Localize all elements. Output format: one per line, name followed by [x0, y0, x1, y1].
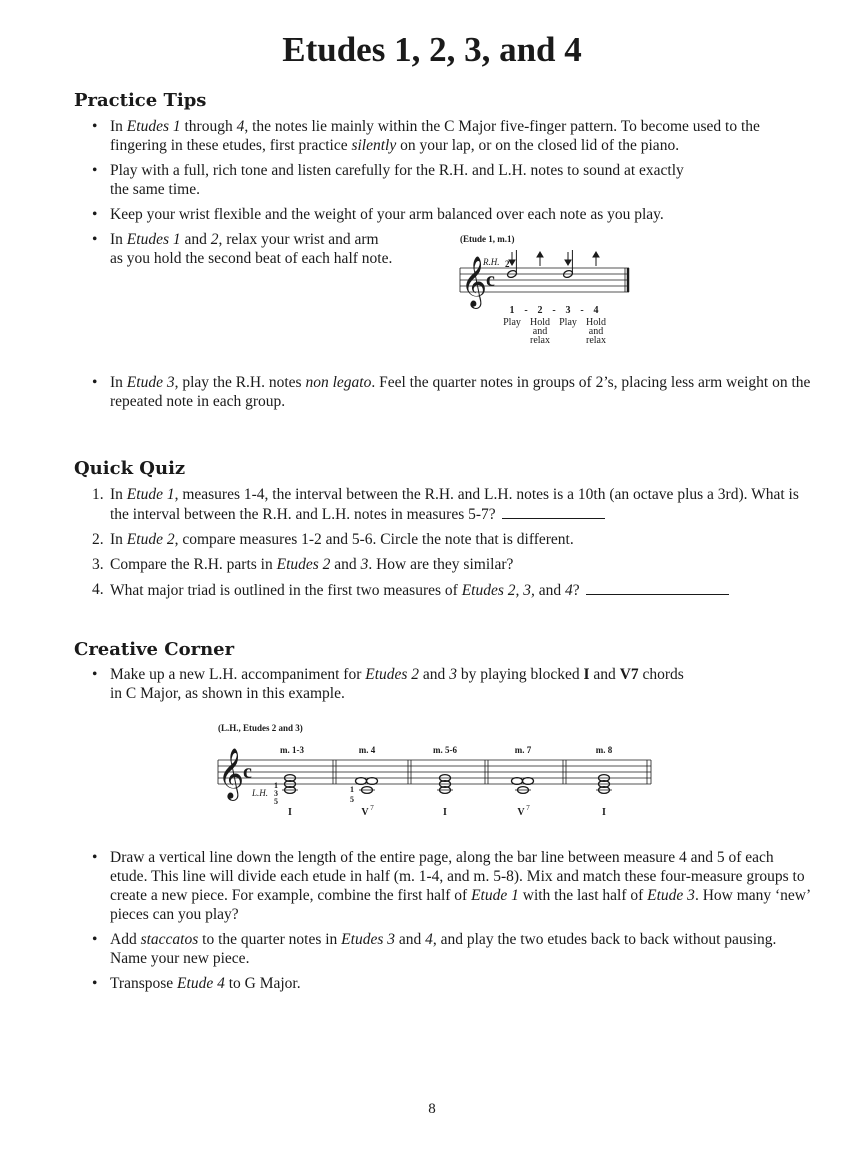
svg-text:1: 1 — [274, 781, 278, 790]
svg-text:V: V — [517, 807, 525, 818]
example1-finger: 2 — [505, 259, 510, 269]
svg-text:2: 2 — [537, 305, 543, 316]
svg-text:1: 1 — [509, 305, 515, 316]
svg-text:3: 3 — [274, 789, 278, 798]
svg-text:and: and — [532, 326, 548, 337]
svg-text:7: 7 — [526, 804, 530, 812]
practice-tip-1: • In Etudes 1 through 4, the notes lie mainly within the C Major five-finger pattern. To become used to the fingering in these etudes, first practice silently on your lap, or on the closed lid of the piano. — [74, 117, 814, 155]
svg-text:m. 1-3: m. 1-3 — [280, 745, 304, 755]
arrow-down-icon — [565, 260, 571, 265]
creative-corner-heading: Creative Corner — [74, 639, 235, 660]
svg-text:V: V — [361, 807, 369, 818]
arrow-up-icon — [537, 252, 543, 257]
example1-hand: R.H. — [483, 257, 500, 267]
svg-text:-: - — [524, 305, 528, 316]
svg-text:relax: relax — [586, 335, 606, 346]
example2-hand: L.H. — [252, 788, 269, 798]
common-time-icon: c — [486, 269, 495, 291]
practice-tips-heading: Practice Tips — [74, 90, 207, 111]
lh-chords-example-notation — [212, 718, 662, 824]
page-number: 8 — [428, 1101, 436, 1117]
practice-tip-2: • Play with a full, rich tone and listen carefully for the R.H. and L.H. notes to sound at exactly the same time. — [74, 161, 814, 199]
quiz-item-3: 3. Compare the R.H. parts in Etudes 2 and 3. How are they similar? — [92, 556, 514, 573]
creative-corner-list — [74, 848, 814, 999]
svg-text:relax: relax — [530, 335, 550, 346]
quick-quiz-list — [74, 485, 814, 606]
svg-text:m. 7: m. 7 — [514, 745, 532, 755]
chord-v7-whole-notes — [512, 778, 534, 794]
svg-text:m. 4: m. 4 — [358, 745, 376, 755]
creative-corner-intro — [74, 665, 814, 709]
quick-quiz-heading: Quick Quiz — [74, 458, 186, 479]
arrow-up-icon — [593, 252, 599, 257]
svg-text:Hold: Hold — [586, 317, 606, 328]
example2-caption: (L.H., Etudes 2 and 3) — [218, 723, 303, 733]
svg-text:1: 1 — [350, 785, 354, 794]
treble-clef-icon: 𝄞 — [218, 749, 245, 798]
example1-caption: (Etude 1, m.1) — [460, 234, 515, 244]
svg-text:Play: Play — [503, 317, 521, 328]
practice-tips-list — [74, 117, 814, 274]
quiz-item-1: 1. In Etude 1, measures 1-4, the interval between the R.H. and L.H. notes is a 10th (an octave plus a 3rd). What is the interval between the R.H. and L.H. notes in measures 5-7? — [92, 486, 799, 523]
practice-tip-4: • In Etudes 1 and 2, relax your wrist and arm as you hold the second beat of each half note. — [74, 230, 814, 268]
answer-blank[interactable] — [586, 580, 729, 595]
quiz-item-4: 4. What major triad is outlined in the first two measures of Etudes 2, 3, and 4? — [74, 580, 814, 600]
creative-item-intro: • Make up a new L.H. accompaniment for Etudes 2 and 3 by playing blocked I and V7 chords in C Major, as shown in this example. — [74, 665, 814, 703]
creative-item-3: • Transpose Etude 4 to G Major. — [74, 974, 814, 993]
example2-chord-symbols — [288, 804, 606, 818]
chord-v7-whole-notes — [356, 778, 378, 794]
svg-text:I: I — [443, 807, 447, 818]
svg-text:7: 7 — [370, 804, 374, 812]
practice-tips-list-continued — [74, 373, 814, 417]
etude1-example-notation — [455, 230, 645, 350]
svg-text:and: and — [588, 326, 604, 337]
svg-text:I: I — [602, 807, 606, 818]
svg-text:Play: Play — [559, 317, 577, 328]
treble-clef-icon: 𝄞 — [461, 257, 488, 306]
practice-tip-3: • Keep your wrist flexible and the weight of your arm balanced over each note as you play. — [74, 205, 814, 224]
svg-text:-: - — [580, 305, 584, 316]
example1-counts — [510, 305, 599, 316]
svg-text:Hold: Hold — [530, 317, 550, 328]
svg-text:3: 3 — [565, 305, 571, 316]
answer-blank[interactable] — [502, 504, 605, 519]
svg-text:m. 8: m. 8 — [595, 745, 613, 755]
page-title: Etudes 1, 2, 3, and 4 — [282, 30, 582, 69]
quiz-item-2: 2. In Etude 2, compare measures 1-2 and 5-6. Circle the note that is different. — [92, 531, 574, 548]
example2-fingering — [274, 781, 354, 806]
svg-text:I: I — [288, 807, 292, 818]
creative-item-2: • Add staccatos to the quarter notes in Etudes 3 and 4, and play the two etudes back to back without pausing. Name your new piece. — [74, 930, 814, 968]
example1-labels — [503, 317, 606, 346]
svg-text:m. 5-6: m. 5-6 — [433, 745, 457, 755]
arrow-down-icon — [509, 260, 515, 265]
svg-text:5: 5 — [274, 797, 278, 806]
svg-text:4: 4 — [593, 305, 599, 316]
common-time-icon: c — [243, 761, 252, 783]
svg-text:-: - — [552, 305, 556, 316]
svg-text:5: 5 — [350, 795, 354, 804]
creative-item-1: • Draw a vertical line down the length of the entire page, along the bar line between measure 4 and 5 of each etude. This line will divide each etude in half (m. 1-4, and m. 5-8). Mix and match these four-measure groups to create a new piece. For example, combine the first half of Etude 1 with the last half of Etude 3. How many ‘new’ pieces can you play? — [74, 848, 814, 924]
example2-measures — [280, 745, 613, 755]
practice-tip-5: • In Etude 3, play the R.H. notes non legato. Feel the quarter notes in groups of 2’s, placing less arm weight on the repeated note in each group. — [74, 373, 814, 411]
